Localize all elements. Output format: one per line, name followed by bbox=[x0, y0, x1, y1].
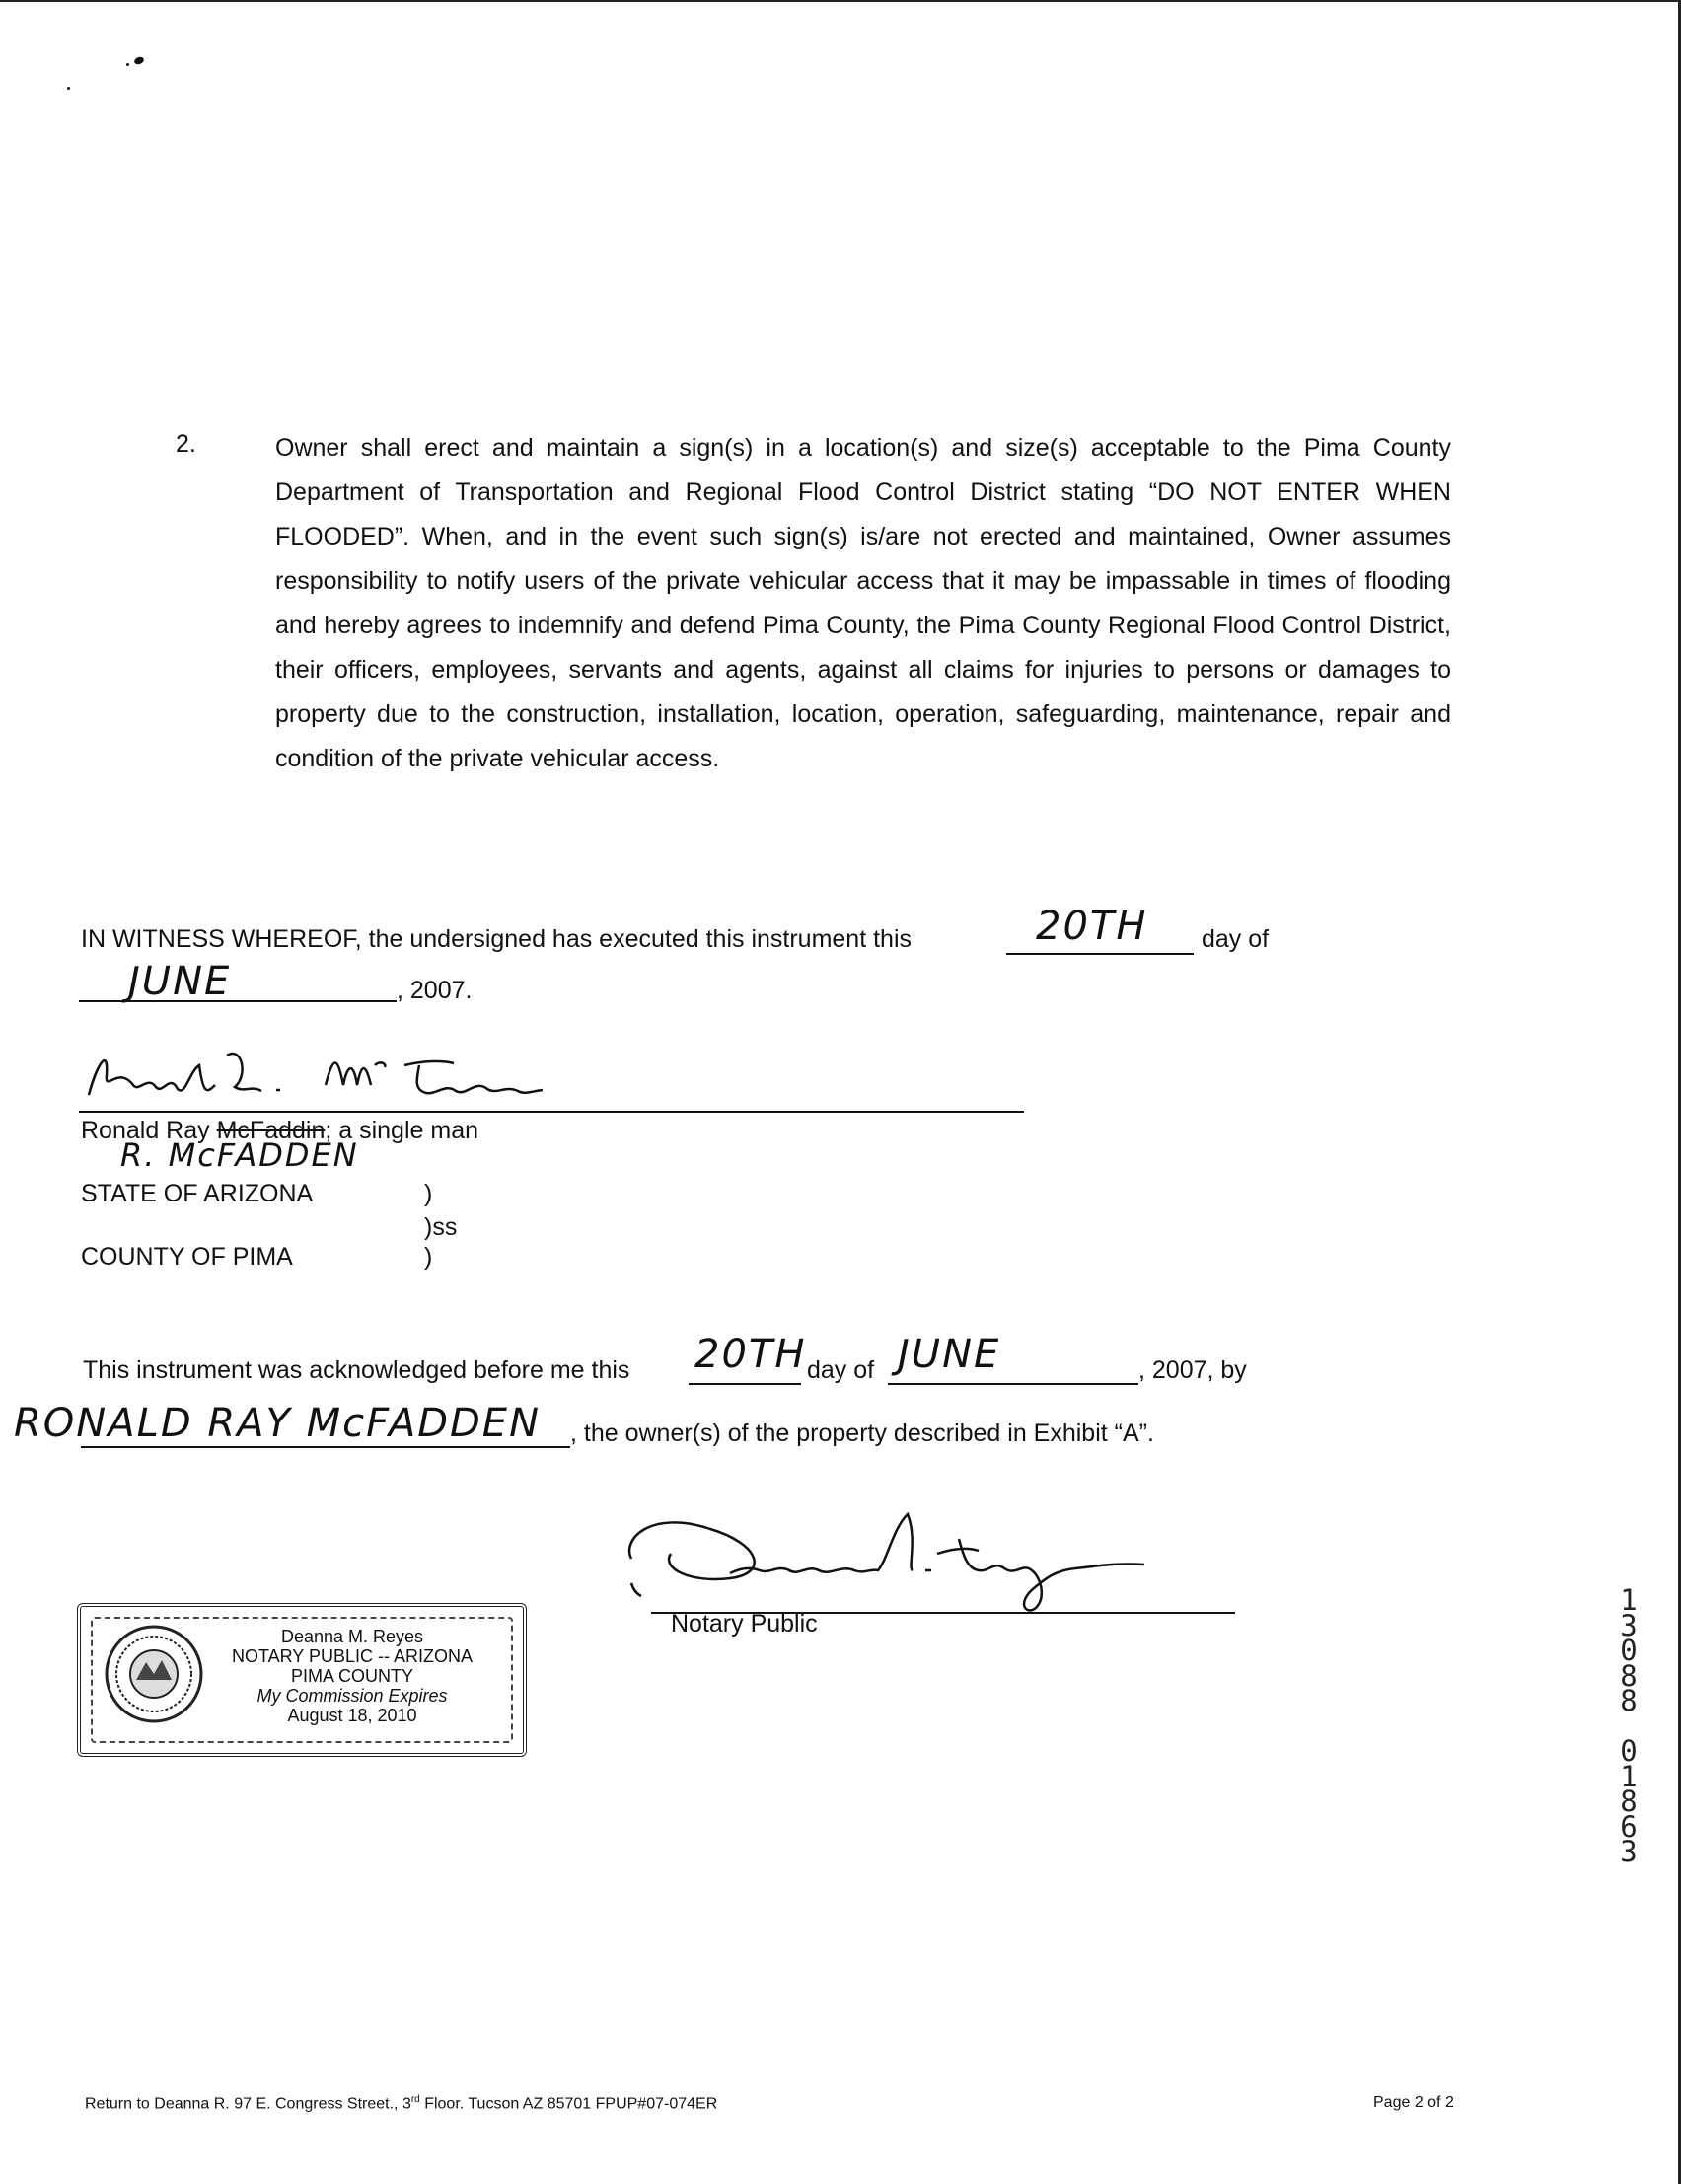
footer-return-address bbox=[85, 2094, 717, 2113]
ack-day-of: day of bbox=[807, 1356, 875, 1384]
notary-label: Notary Public bbox=[671, 1610, 818, 1638]
seal-county: PIMA COUNTY bbox=[290, 1666, 413, 1686]
witness-month-underline bbox=[79, 1000, 397, 1002]
scan-speck bbox=[126, 63, 129, 66]
recording-digit: 3 bbox=[1620, 1835, 1638, 1869]
scan-speck bbox=[133, 56, 145, 66]
owner-signature bbox=[79, 1036, 572, 1115]
footer-address-part: Return to Deanna R. 97 E. Congress Street., 3 bbox=[85, 2095, 411, 2113]
witness-prefix: IN WITNESS WHEREOF, the undersigned has executed this instrument this bbox=[81, 925, 913, 953]
seal-title: NOTARY PUBLIC -- ARIZONA bbox=[231, 1646, 474, 1666]
ack-day-handwritten: 20TH bbox=[694, 1332, 807, 1377]
seal-text bbox=[209, 1627, 495, 1725]
witness-year: , 2007. bbox=[397, 977, 473, 1004]
witness-day-of: day of bbox=[1202, 925, 1270, 953]
ack-day-underline bbox=[689, 1383, 801, 1385]
witness-day-underline bbox=[1006, 953, 1194, 955]
owner-name-struck: McFaddin bbox=[216, 1117, 326, 1144]
ack-month-handwritten: JUNE bbox=[898, 1332, 1001, 1377]
recording-digit: 0 bbox=[1620, 1634, 1638, 1668]
footer-address-part: Floor. Tucson AZ 85701 FPUP#07-074ER bbox=[419, 2095, 718, 2113]
seal-commission: My Commission Expires bbox=[256, 1686, 448, 1706]
recording-number bbox=[1614, 1583, 1644, 1869]
arizona-seal-emblem bbox=[103, 1623, 205, 1725]
ack-owner-suffix: , the owner(s) of the property described in Exhibit “A”. bbox=[570, 1420, 1154, 1447]
witness-month-handwritten: JUNE bbox=[128, 959, 232, 1004]
recording-digit: 6 bbox=[1620, 1809, 1638, 1844]
footer-sup: rd bbox=[410, 2094, 420, 2105]
owner-name-suffix: ; a single man bbox=[325, 1117, 478, 1144]
ack-year-by: , 2007, by bbox=[1138, 1356, 1247, 1384]
page-border-top bbox=[0, 0, 1681, 2]
ack-name-handwritten: RONALD RAY McFADDEN bbox=[14, 1401, 541, 1446]
seal-expiration: August 18, 2010 bbox=[287, 1706, 417, 1725]
recording-digit: 8 bbox=[1620, 1684, 1638, 1718]
ack-name-underline bbox=[81, 1446, 570, 1448]
notary-signature bbox=[612, 1499, 1243, 1628]
witness-day-handwritten: 20TH bbox=[1036, 904, 1148, 949]
ack-month-underline bbox=[888, 1383, 1138, 1385]
owner-name-first: Ronald Ray bbox=[81, 1117, 210, 1144]
owner-name-correction: R. McFADDEN bbox=[120, 1136, 359, 1174]
paragraph-number: 2. bbox=[176, 430, 196, 458]
recording-digit: 1 bbox=[1620, 1759, 1638, 1793]
ack-prefix: This instrument was acknowledged before me this bbox=[83, 1356, 630, 1384]
recording-digit: 8 bbox=[1620, 1658, 1638, 1693]
recording-digit: 8 bbox=[1620, 1784, 1638, 1819]
recording-digit: 1 bbox=[1620, 1583, 1638, 1617]
page-number: Page 2 of 2 bbox=[1373, 2094, 1454, 2111]
owner-signature-line bbox=[79, 1111, 1024, 1113]
seal-notary-name: Deanna M. Reyes bbox=[280, 1627, 424, 1646]
venue-ss: )ss bbox=[424, 1213, 458, 1241]
recording-digit: 0 bbox=[1620, 1733, 1638, 1768]
venue-county: COUNTY OF PIMA bbox=[81, 1243, 293, 1271]
recording-digit: 3 bbox=[1620, 1608, 1638, 1642]
paragraph-text: Owner shall erect and maintain a sign(s) in a location(s) and size(s) acceptable to the Pima County Department of Transportation and Regional Flood Control District stating “DO NOT ENTER WHEN FLOODED”. When, and in the event such sign(s) is/are not erected and maintained, Owner assumes responsibility to notify users of the private vehicular access that it may be impassable in times of flooding and hereby agrees to indemnify and defend Pima County, the Pima County Regional Flood Control District, their officers, employees, servants and agents, against all claims for injuries to persons or damages to property due to the construction, installation, location, operation, safeguarding, maintenance, repair and condition of the private vehicular access. bbox=[275, 434, 1451, 772]
venue-paren: ) bbox=[424, 1243, 433, 1271]
notary-seal bbox=[77, 1603, 527, 1757]
venue-state: STATE OF ARIZONA bbox=[81, 1180, 314, 1207]
scan-speck bbox=[67, 87, 70, 90]
venue-paren: ) bbox=[424, 1180, 433, 1207]
